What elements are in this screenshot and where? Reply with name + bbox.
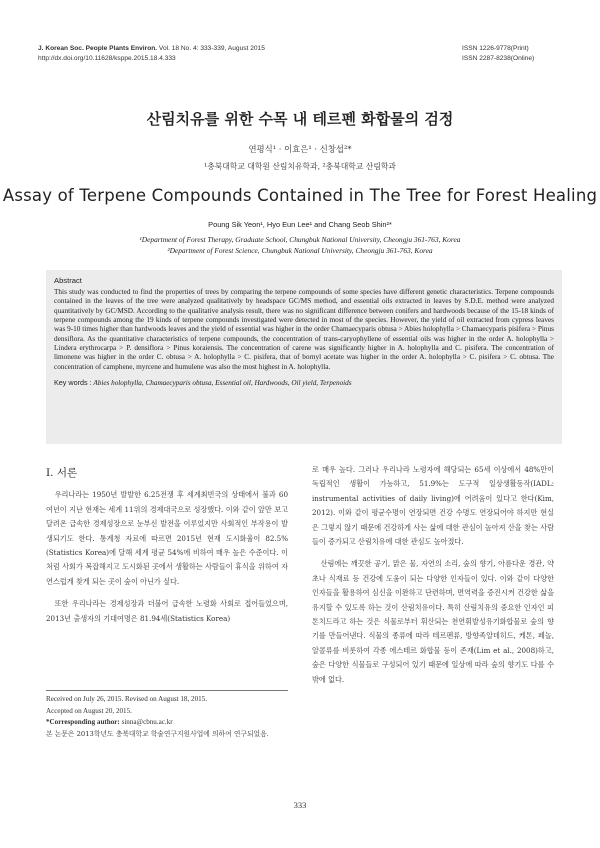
footnotes [46,694,288,740]
journal-volume: Vol. 18 No. 4: 333-339, August 2015 [157,45,265,52]
abstract-box [46,270,562,444]
corresponding-author [46,717,288,729]
english-authors: Poung Sik Yeon¹, Hyo Eun Lee¹ and Chang Seob Shin²* [208,220,392,229]
journal-citation [38,44,265,54]
intro-paragraph-2: 또한 우리나라는 경제성장과 더불어 급속한 노령화 사회로 접어들었으며, 2013년 출생자의 기대여명은 81.94세(Statistics Korea) [46,599,288,623]
corresponding-label: *Corresponding author: [46,718,120,726]
english-affiliations [0,235,600,256]
issn-print: ISSN 1226-9778(Print) [462,45,529,52]
footnote-divider [46,690,288,691]
keywords [54,378,554,387]
korean-title: 산림치유를 위한 수목 내 테르펜 화합물의 검정 [146,110,454,128]
korean-affiliations: ¹충북대학교 대학원 산림치유학과, ²충북대학교 산림학과 [204,162,396,171]
affiliation-2: ²Department of Forest Science, Chungbuk National University, Cheongju 361-763, Korea [167,245,433,255]
right-column [312,463,554,695]
intro-paragraph-1: 우리나라는 1950년 발발한 6.25전쟁 후 세계최빈국의 상태에서 불과 60여년이 지난 현재는 세계 11위의 경제대국으로 성장했다. 이와 같이 앞만 보고 달려온 급속한 경제성장으로 눈부신 발전을 이루었지만 사회적인 부작용이 발생되기도 한다. 통계청 자료에 따르면 2015년 현재 도시화율이 82.5%(Statistics Korea)에 달해 세계 평균 54%에 비하여 매우 높은 수준이다. 이처럼 사회가 복잡해지고 도시화된 곳에서 생활하는 사람들이 휴식을 위하여 자연스럽게 찾게 되는 곳이 숲이 아닌가 싶다. [46,490,288,586]
keywords-list: Abies holophylla, Chamaecyparis obtusa, Essential oil, Hardwoods, Oil yield, Terpenoids [93,379,352,388]
accepted-date: Accepted on August 20, 2015. [46,706,132,715]
intro-paragraph-4: 산림에는 깨끗한 공기, 맑은 물, 자연의 소리, 숲의 향기, 아름다운 경관, 약초나 식재료 등 건강에 도움이 되는 다양한 인자들이 있다. 이와 같이 다양한 인자들을 활용하여 심신을 이완하고 단련하며, 면역력을 증진시켜 건강한 삶을 유지할 수 있도록 하는 것이 산림치유이다. 특히 산림치유의 중요한 인자인 피톤치드라고 하는 것은 식물로부터 휘산되는 천연휘발성유기화합물로 숲의 향기를 만들어낸다. 식물의 종류에 따라 테르펜류, 방향족알데히드, 케톤, 페놀, 알콜류를 비롯하여 각종 에스테르 화합물 등이 존재(Lim et al., 2008)하고, 숲은 다양한 식물들로 구성되어 있기 때문에 일상에 따라 숲의 향기도 다를 수밖에 없다. [312,559,554,684]
corresponding-email[interactable]: sinna@cbnu.ac.kr [121,718,173,726]
english-title: Assay of Terpene Compounds Contained in The Tree for Forest Healing [2,186,598,205]
doi-link[interactable]: http://dx.doi.org/10.11628/ksppe.2015.18.4.333 [38,55,176,62]
journal-header [38,44,265,64]
funding-note: 본 논문은 2013학년도 충북대학교 학술연구지원사업에 의하여 연구되었음. [46,729,269,738]
affiliation-1: ¹Department of Forest Therapy, Graduate School, Chungbuk National University, Cheongju 361-763, Korea [139,235,461,244]
left-column [46,462,288,634]
issn-online: ISSN 2287-8238(Online) [462,55,535,62]
received-date: Received on July 26, 2015. Revised on August 18, 2015. [46,695,207,703]
journal-name: J. Korean Soc. People Plants Environ. [38,45,158,52]
issn-block [462,44,534,64]
intro-paragraph-3: 로 매우 높다. 그러나 우리나라 노령자에 해당되는 65세 이상에서 48%만이 독립적인 생활이 가능하고, 51.9%는 도구적 일상생활동작(IADL: instrumental activities of daily living)에 어려움이 있다고 한다(Kim, 2012). 이와 같이 평균수명이 연장되면 건강 수명도 연장되어야 하지만 현실은 그렇지 않기 때문에 건강하게 사는 삶에 대한 관심이 높아져 산을 찾는 사람들이 증가되고 산림치유에 대한 관심도 높아졌다. [312,465,554,547]
abstract-heading: Abstract [54,276,82,285]
page-number: 333 [293,800,307,810]
abstract-text: This study was conducted to find the properties of trees by comparing the terpene compounds of some species have different genetic characteristics. Terpene compounds contained in the leaves of the tree were analyzed qualitatively by headspace GC/MS method, and essential oils extracted in leaves by S.D.E. method were analyzed quantitatively by GC/MSD. According to the qualitative analysis result, there was no significant difference between conifers and hardwoods because of the 15-18 kinds of terpene compounds among the 19 kinds of terpene compounds investigated were detected in most of the species. However, the yield of oil extracted from cypress leaves was 9-10 times higher than hardwoods leaves and the yield of essential was higher in the order Chamaecyparis obtusa > Abies holophylla > Chamaecyparis pisifera > Pinus densiflora. As the quantitative characteristics of terpene compounds, the concentration of trans-caryophyllene of essential oils was higher in the order A. holophylla > Lindera erythrocarpa > P. densiflora > Pinus koraiensis. The concentration of carene was significantly higher in A. holophylla and C. pisifera. The concentration of limonene was higher in the order C. obtusa > A. holophylla > C. pisifera, that of bornyl acetate was higher in the order A. holophylla > C. pisifera > C. obtusa. The concentration of camphene, myrcene and humulene was also the most highest in A. holophylla. [54,288,554,371]
section-heading: Ⅰ. 서론 [46,467,78,479]
korean-authors: 연평식¹ · 이효은¹ · 신창섭²* [248,144,352,154]
keywords-label: Key words : [54,378,92,388]
